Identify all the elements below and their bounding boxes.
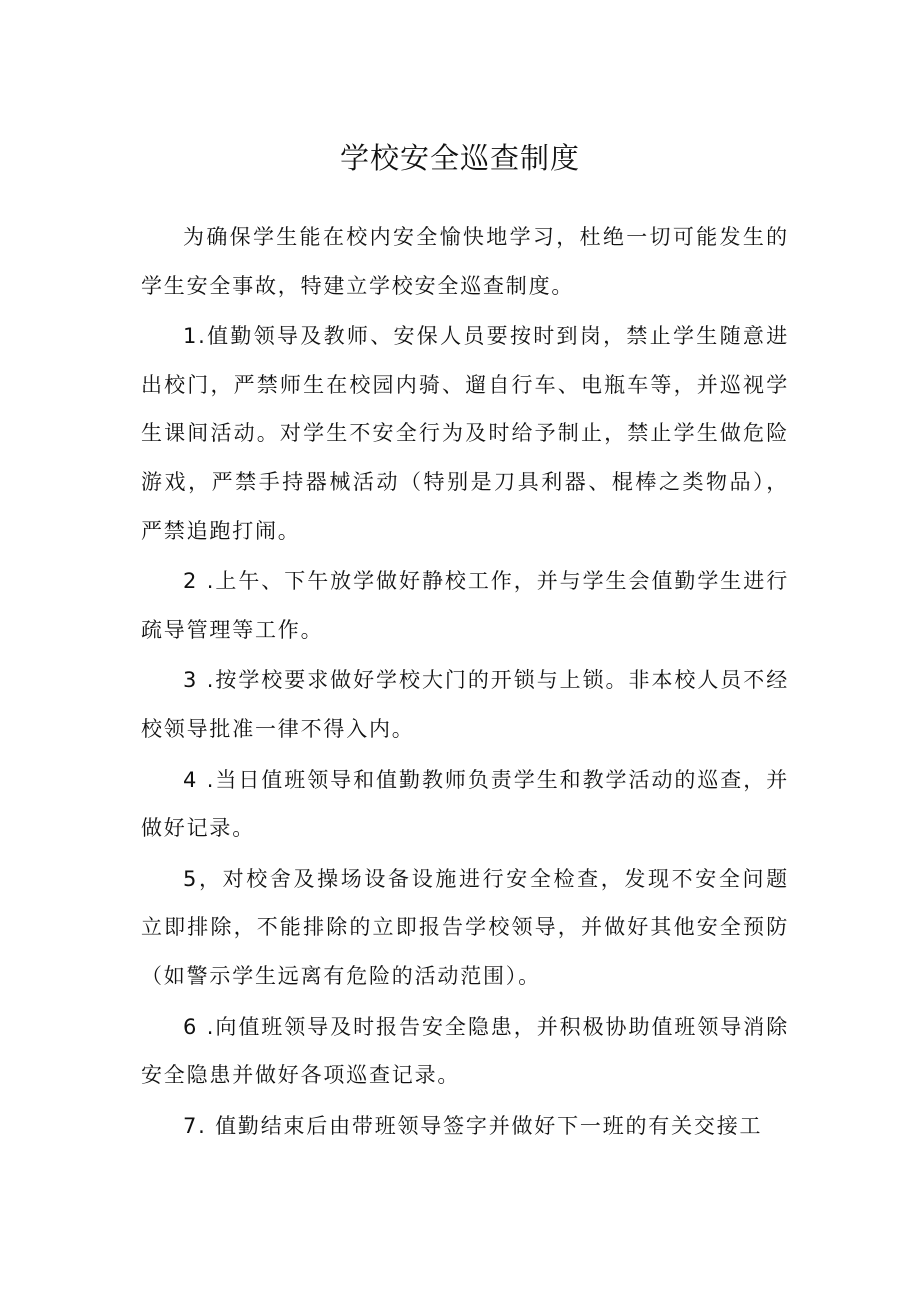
paragraph-item-3: 3 .按学校要求做好学校大门的开锁与上锁。非本校人员不经校领导批准一律不得入内。 xyxy=(141,668,789,741)
paragraph-item-7: 7. 值勤结束后由带班领导签字并做好下一班的有关交接工 xyxy=(183,1113,763,1138)
paragraph-item-4: 4 .当日值班领导和值勤教师负责学生和教学活动的巡查，并做好记录。 xyxy=(141,767,789,841)
paragraph-item-1: 1.值勤领导及教师、安保人员要按时到岗，禁止学生随意进出校门，严禁师生在校园内骑、遛自行车、电瓶车等，并巡视学生课间活动。对学生不安全行为及时给予制止，禁止学生做危险游戏，严禁手持器械活动（特别是刀具利器、棍棒之类物品），严禁追跑打闹。 xyxy=(141,324,789,543)
paragraph-intro: 为确保学生能在校内安全愉快地学习，杜绝一切可能发生的学生安全事故，特建立学校安全巡查制度。 xyxy=(141,225,789,298)
document-body xyxy=(141,213,789,1152)
paragraph-item-6: 6 .向值班领导及时报告安全隐患，并积极协助值班领导消除安全隐患并做好各项巡查记录。 xyxy=(141,1014,789,1088)
paragraph-item-5: 5，对校舍及操场设备设施进行安全检查，发现不安全问题立即排除，不能排除的立即报告学校领导，并做好其他安全预防（如警示学生远离有危险的活动范围）。 xyxy=(141,866,789,988)
document-title: 学校安全巡查制度 xyxy=(339,141,580,175)
paragraph-item-2: 2 .上午、下午放学做好静校工作，并与学生会值勤学生进行疏导管理等工作。 xyxy=(141,569,789,642)
